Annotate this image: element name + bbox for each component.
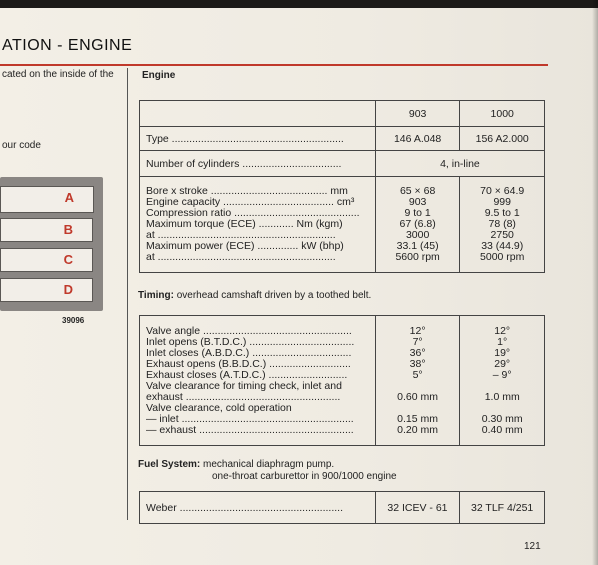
timing-text: overhead camshaft driven by a toothed belt. (173, 290, 372, 301)
table-row-label: Exhaust opens (B.B.D.C.) ............................ (146, 357, 351, 370)
carburettor-row (140, 492, 545, 524)
table-row-label: Inlet closes (A.B.D.C.) .................................. (146, 346, 352, 359)
table-row-label: Inlet opens (B.T.D.C.) .................................... (146, 335, 355, 348)
table-row-label: — inlet ........................................................... (146, 412, 354, 425)
slot-label-b: B (63, 222, 73, 237)
code-slot-c (0, 248, 93, 272)
table-cell: 0.20 mm (397, 423, 439, 436)
page-number: 121 (524, 541, 541, 552)
type-903: 146 A.048 (375, 127, 460, 151)
table-row-label: Valve clearance for timing check, inlet and (146, 379, 342, 392)
table-row-label: Maximum power (ECE) .............. kW (bhp) (146, 240, 344, 252)
table-cell: 5000 rpm (480, 251, 525, 263)
fuel-heading: Fuel System: (138, 459, 201, 470)
cylinders-row (140, 151, 545, 177)
engine-header-row (140, 101, 545, 127)
table-cell: 1° (497, 335, 508, 348)
table-cell: 38° (409, 357, 426, 370)
type-1000: 156 A2.000 (460, 127, 545, 151)
table-cell: 12° (494, 324, 511, 337)
table-row-label: exhaust ..................................................... (146, 390, 341, 403)
carburettor-1000: 32 TLF 4/251 (460, 492, 545, 524)
left-text-line2: our code (2, 140, 41, 151)
code-plate-figure (0, 177, 103, 311)
column-divider (127, 68, 128, 520)
table-row-label: Valve clearance, cold operation (146, 401, 292, 414)
table-row-label: Bore x stroke ........................................ mm (146, 185, 348, 197)
fuel-note-line2: one-throat carburettor in 900/1000 engine (212, 471, 397, 482)
performance-row (140, 177, 545, 273)
table-cell: 29° (494, 357, 511, 370)
col-1000-header: 1000 (460, 101, 545, 127)
type-label: Type ........................................................... (140, 127, 376, 151)
fuel-note-line1 (138, 459, 334, 470)
table-cell: 9 to 1 (404, 207, 431, 219)
timing-spec-table (139, 315, 545, 446)
table-cell: 903 (408, 196, 427, 208)
page-right-shadow (592, 0, 598, 565)
table-cell: 2750 (490, 229, 514, 241)
carburettor-903: 32 ICEV - 61 (375, 492, 460, 524)
spacer (382, 403, 454, 414)
fuel-text1: mechanical diaphragm pump. (200, 459, 335, 470)
table-cell: – 9° (492, 368, 512, 381)
figure-number: 39096 (62, 316, 85, 325)
engine-spec-table (139, 100, 545, 273)
engine-heading: Engine (142, 70, 176, 81)
performance-903 (375, 177, 460, 273)
type-row (140, 127, 545, 151)
table-cell: 19° (494, 346, 511, 359)
carburettor-label: Weber ........................................................ (140, 492, 376, 524)
table-row-label: — exhaust ..................................................... (146, 423, 354, 436)
table-row-label: Maximum torque (ECE) ............ Nm (kgm) (146, 218, 343, 230)
table-cell: 0.40 mm (481, 423, 523, 436)
slot-label-c: C (63, 252, 73, 267)
performance-labels (140, 177, 376, 273)
code-slot-d (0, 278, 93, 302)
table-cell: 70 × 64.9 (480, 185, 525, 197)
slot-label-d: D (63, 282, 73, 297)
table-cell: 33.1 (45) (396, 240, 439, 252)
page-title: ATION - ENGINE (2, 37, 133, 54)
timing-heading: Timing: (138, 290, 174, 301)
timing-note (138, 290, 371, 301)
table-cell: 0.60 mm (397, 390, 439, 403)
table-row-label: at ............................................................. (146, 251, 336, 263)
table-cell: 78 (8) (488, 218, 516, 230)
page-top-edge (0, 0, 598, 8)
table-row-label: Valve angle ................................................... (146, 324, 352, 337)
timing-903 (375, 316, 460, 446)
table-row-label: at ............................................................. (146, 229, 336, 241)
code-slot-a (0, 186, 94, 213)
cylinders-value: 4, in-line (375, 151, 544, 177)
table-cell: 67 (6.8) (399, 218, 436, 230)
title-rule (0, 64, 548, 66)
timing-row (140, 316, 545, 446)
table-cell: 5600 rpm (395, 251, 440, 263)
table-cell: 0.30 mm (481, 412, 523, 425)
code-slot-b (0, 218, 93, 242)
table-cell: 9.5 to 1 (484, 207, 520, 219)
table-cell: 5° (412, 368, 423, 381)
table-cell: 7° (412, 335, 423, 348)
table-cell: 12° (409, 324, 426, 337)
left-text-line1: cated on the inside of the (2, 69, 114, 80)
table-cell: 999 (493, 196, 511, 208)
table-cell: 0.15 mm (397, 412, 439, 425)
table-cell: 3000 (405, 229, 430, 241)
table-row-label: Exhaust closes (A.T.D.C.) ........................... (146, 368, 348, 381)
spacer (382, 381, 454, 392)
performance-1000 (460, 177, 545, 273)
carburettor-table (139, 491, 545, 524)
col-903-header: 903 (375, 101, 460, 127)
table-cell: 65 × 68 (399, 185, 436, 197)
table-cell: 1.0 mm (484, 390, 520, 403)
spacer (466, 403, 538, 414)
table-row-label: Compression ratio ........................................... (146, 207, 360, 219)
slot-label-a: A (64, 190, 74, 205)
timing-1000 (460, 316, 545, 446)
table-cell: 33 (44.9) (481, 240, 524, 252)
timing-labels (140, 316, 376, 446)
cylinders-label: Number of cylinders .................................. (140, 151, 376, 177)
table-row-label: Engine capacity ...................................... cm³ (146, 196, 355, 208)
table-cell: 36° (409, 346, 426, 359)
spacer (466, 381, 538, 392)
header-blank-cell (140, 101, 376, 127)
